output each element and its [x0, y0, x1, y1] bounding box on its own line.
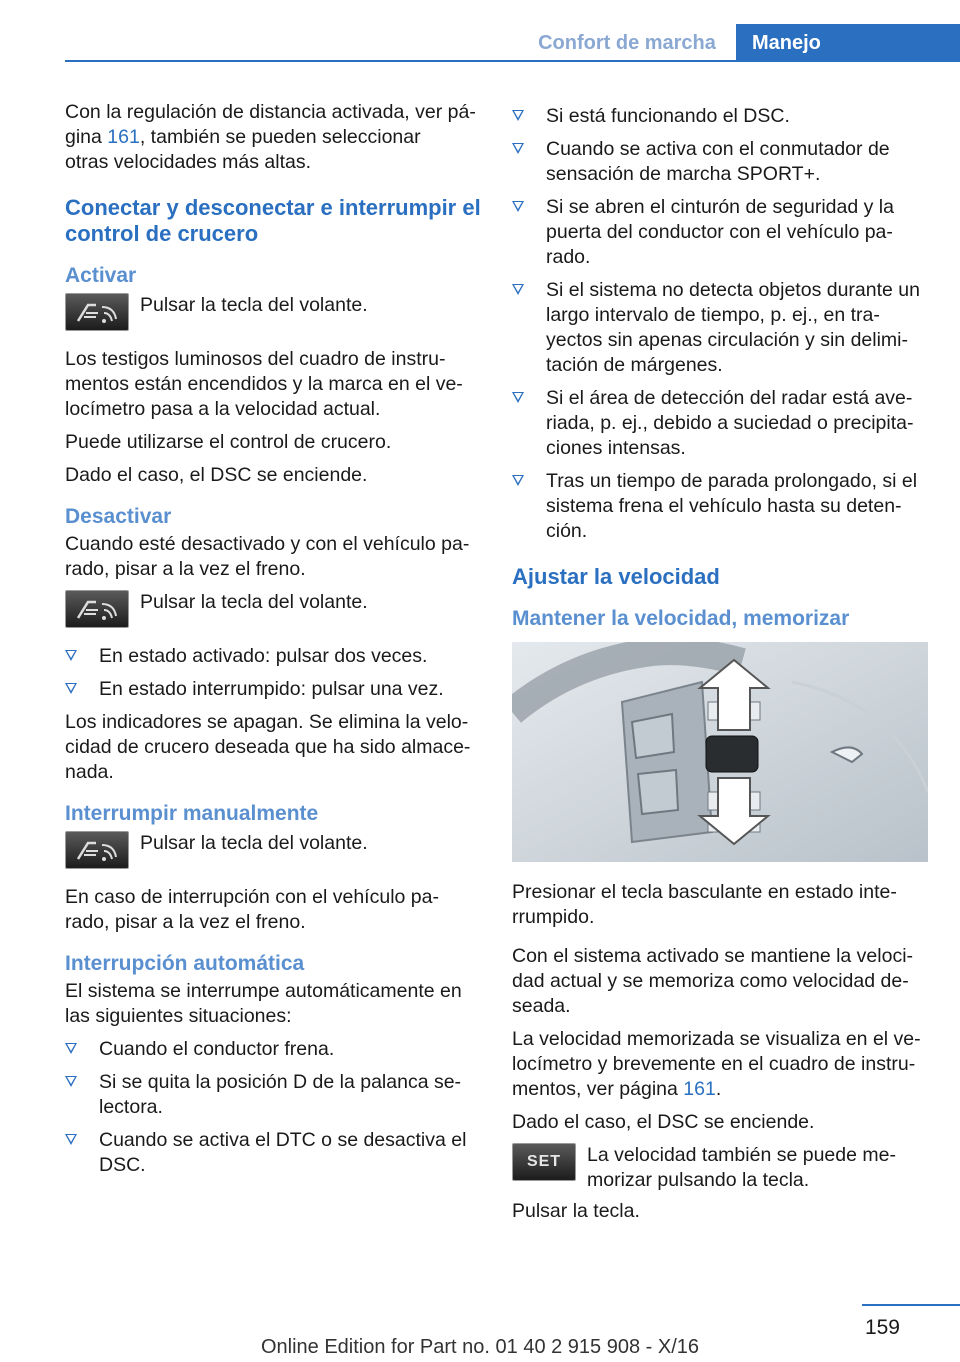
steering-wheel-rocker-icon — [512, 642, 928, 862]
triangle-bullet-icon — [65, 1076, 77, 1087]
list-item: En estado activado: pulsar dos veces. — [65, 644, 481, 669]
cruise-control-key-icon — [65, 831, 129, 869]
activar-p3: Dado el caso, el DSC se enciende. — [65, 464, 368, 486]
desactivar-key-text: Pulsar la tecla del volante. — [140, 591, 368, 613]
list-item: En estado interrumpido: pulsar una vez. — [65, 677, 481, 702]
auto-p1: El sistema se interrumpe automáticamente en las siguientes situaciones: — [65, 980, 462, 1027]
left-column — [65, 100, 481, 1186]
activar-p2: Puede utilizarse el control de crucero. — [65, 431, 392, 453]
list-item: Si el sistema no detecta objetos durante un largo intervalo de tiempo, p. ej., en tra‐ yectos sin apenas circulación y sin delimi‐ tación de márgenes. — [512, 278, 928, 378]
triangle-bullet-icon — [512, 392, 524, 403]
auto-bullets-continued — [512, 104, 928, 544]
set-key-icon: SET — [512, 1143, 576, 1181]
triangle-bullet-icon — [65, 1134, 77, 1145]
list-item: Si está funcionando el DSC. — [512, 104, 928, 129]
triangle-bullet-icon — [512, 143, 524, 154]
set-key-text: La velocidad también se puede me‐ morizar pulsando la tecla. — [587, 1144, 896, 1191]
interrumpir-key-text: Pulsar la tecla del volante. — [140, 832, 368, 854]
intro-paragraph: Con la regulación de distancia activada, ver pá‐ gina 161, también se pueden seleccionar otras velocidades más altas. — [65, 101, 476, 173]
heading-auto: Interrupción automática — [65, 952, 305, 975]
triangle-bullet-icon — [512, 475, 524, 486]
list-item: Cuando el conductor frena. — [65, 1037, 481, 1062]
header-section: Confort de marcha — [538, 32, 716, 54]
triangle-bullet-icon — [512, 284, 524, 295]
triangle-bullet-icon — [65, 650, 77, 661]
list-item: Cuando se activa el DTC o se desactiva el DSC. — [65, 1128, 481, 1178]
page-link-161[interactable]: 161 — [107, 126, 140, 148]
set-key-row — [512, 1143, 928, 1193]
desactivar-p1: Cuando esté desactivado y con el vehículo pa‐ rado, pisar a la vez el freno. — [65, 533, 470, 580]
list-item: Si se abren el cinturón de seguridad y la puerta del conductor con el vehículo pa‐ rado. — [512, 195, 928, 270]
list-item: Si el área de detección del radar está ave‐ riada, p. ej., debido a suciedad o precipita‐ ciones intensas. — [512, 386, 928, 461]
heading-ajustar: Ajustar la velocidad — [512, 564, 720, 589]
activar-key-text: Pulsar la tecla del volante. — [140, 294, 368, 316]
mantener-p4: Dado el caso, el DSC se enciende. — [512, 1111, 815, 1133]
list-item: Tras un tiempo de parada prolongado, si el sistema frena el vehículo hasta su deten‐ ción. — [512, 469, 928, 544]
auto-bullets — [65, 1037, 481, 1178]
heading-activar: Activar — [65, 264, 137, 287]
cruise-control-key-icon — [65, 293, 129, 331]
triangle-bullet-icon — [512, 110, 524, 121]
triangle-bullet-icon — [65, 683, 77, 694]
steering-wheel-illustration — [512, 642, 928, 862]
heading-interrumpir: Interrumpir manualmente — [65, 802, 319, 825]
cruise-control-key-icon — [65, 590, 129, 628]
heading-main: Conectar y desconectar e interrumpir el control de crucero — [65, 195, 481, 246]
desactivar-p2: Los indicadores se apagan. Se elimina la velo‐ cidad de crucero deseada que ha sido almace‐ nada. — [65, 711, 471, 783]
activar-p1: Los testigos luminosos del cuadro de instru‐ mentos están encendidos y la marca en el ve‐ locímetro pasa a la velocidad actual. — [65, 348, 463, 420]
desactivar-key-row — [65, 590, 481, 630]
mantener-p1: Presionar el tecla basculante en estado inte‐ rrumpido. — [512, 881, 897, 928]
mantener-p3: La velocidad memorizada se visualiza en el ve‐ locímetro y brevemente en el cuadro de instru‐ mentos, ver página 161. — [512, 1028, 921, 1100]
interrumpir-key-row — [65, 831, 481, 871]
list-item: Si se quita la posición D de la palanca se‐ lectora. — [65, 1070, 481, 1120]
desactivar-bullets — [65, 644, 481, 702]
mantener-p2: Con el sistema activado se mantiene la veloci‐ dad actual y se memoriza como velocidad de‐ seada. — [512, 945, 914, 1017]
triangle-bullet-icon — [65, 1043, 77, 1054]
heading-desactivar: Desactivar — [65, 505, 172, 528]
list-item: Cuando se activa con el conmutador de sensación de marcha SPORT+. — [512, 137, 928, 187]
edition-footer: Online Edition for Part no. 01 40 2 915 908 - X/16 — [260, 1336, 700, 1358]
page-number: 159 — [864, 1316, 900, 1339]
pulsar-text: Pulsar la tecla. — [512, 1200, 640, 1222]
header-chapter-tab[interactable]: Manejo — [736, 24, 960, 62]
right-column — [512, 100, 928, 1232]
heading-mantener: Mantener la velocidad, memorizar — [512, 607, 850, 630]
page-link-161[interactable]: 161 — [683, 1078, 716, 1100]
triangle-bullet-icon — [512, 201, 524, 212]
activar-key-row — [65, 293, 481, 333]
interrumpir-p1: En caso de interrupción con el vehículo pa‐ rado, pisar a la vez el freno. — [65, 886, 439, 933]
footer-rule — [862, 1304, 960, 1306]
